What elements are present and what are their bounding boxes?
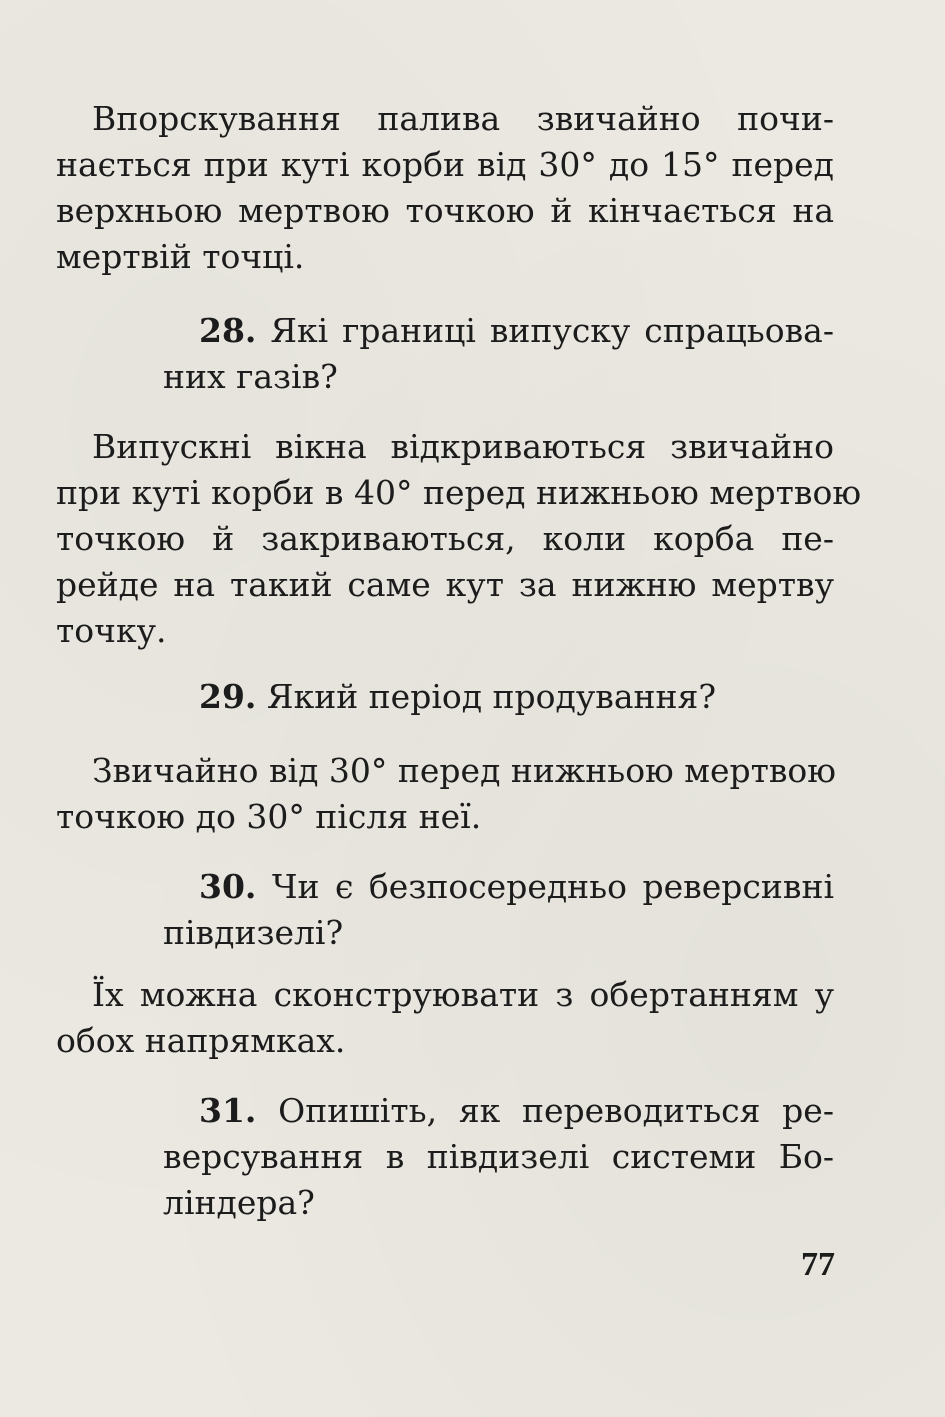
- text-line: Випускні вікна відкриваються звичайно: [92, 427, 834, 466]
- text-line: мертвій точці.: [56, 237, 305, 276]
- question-number: 31.: [199, 1091, 257, 1130]
- answer-paragraph-29: [56, 748, 837, 840]
- text-line: точкою й закриваються, коли корба пе-: [56, 519, 834, 558]
- question-line: ліндера?: [163, 1183, 315, 1222]
- question-31: [163, 1088, 834, 1226]
- question-text: Які границі випуску спрацьова-: [270, 311, 834, 350]
- question-number: 29.: [199, 677, 257, 716]
- question-line: [163, 674, 834, 720]
- question-line: них газів?: [163, 357, 338, 396]
- question-number: 30.: [199, 867, 257, 906]
- question-line: версування в півдизелі системи Бо-: [163, 1137, 834, 1176]
- text-line: обох напрямках.: [56, 1021, 346, 1060]
- answer-paragraph-27: [56, 96, 834, 280]
- answer-paragraph-30: [56, 972, 834, 1064]
- answer-paragraph-28: [56, 424, 862, 654]
- text-line: при куті корби в 40° перед нижньою мертвою: [56, 473, 862, 512]
- question-text: Чи є безпосередньо реверсивні: [271, 867, 834, 906]
- question-28: [163, 308, 834, 400]
- question-line: [163, 308, 834, 354]
- text-line: верхньою мертвою точкою й кінчається на: [56, 191, 834, 230]
- question-30: [163, 864, 834, 956]
- text-line: нається при куті корби від 30° до 15° перед: [56, 145, 834, 184]
- text-line: Впорскування палива звичайно почи-: [92, 99, 834, 138]
- question-29: [163, 674, 834, 720]
- question-line: [163, 864, 834, 910]
- question-text: Опишіть, як переводиться ре-: [278, 1091, 834, 1130]
- question-text: Який період продування?: [266, 677, 717, 716]
- text-line: Звичайно від 30° перед нижньою мертвою: [92, 751, 837, 790]
- text-line: точкою до 30° після неї.: [56, 797, 482, 836]
- question-number: 28.: [199, 311, 257, 350]
- page-number: 77: [801, 1246, 835, 1283]
- text-line: рейде на такий саме кут за нижню мертву: [56, 565, 834, 604]
- text-line: Їх можна сконструювати з обертанням у: [92, 975, 834, 1014]
- text-line: точку.: [56, 611, 167, 650]
- question-line: півдизелі?: [163, 913, 344, 952]
- question-line: [163, 1088, 834, 1134]
